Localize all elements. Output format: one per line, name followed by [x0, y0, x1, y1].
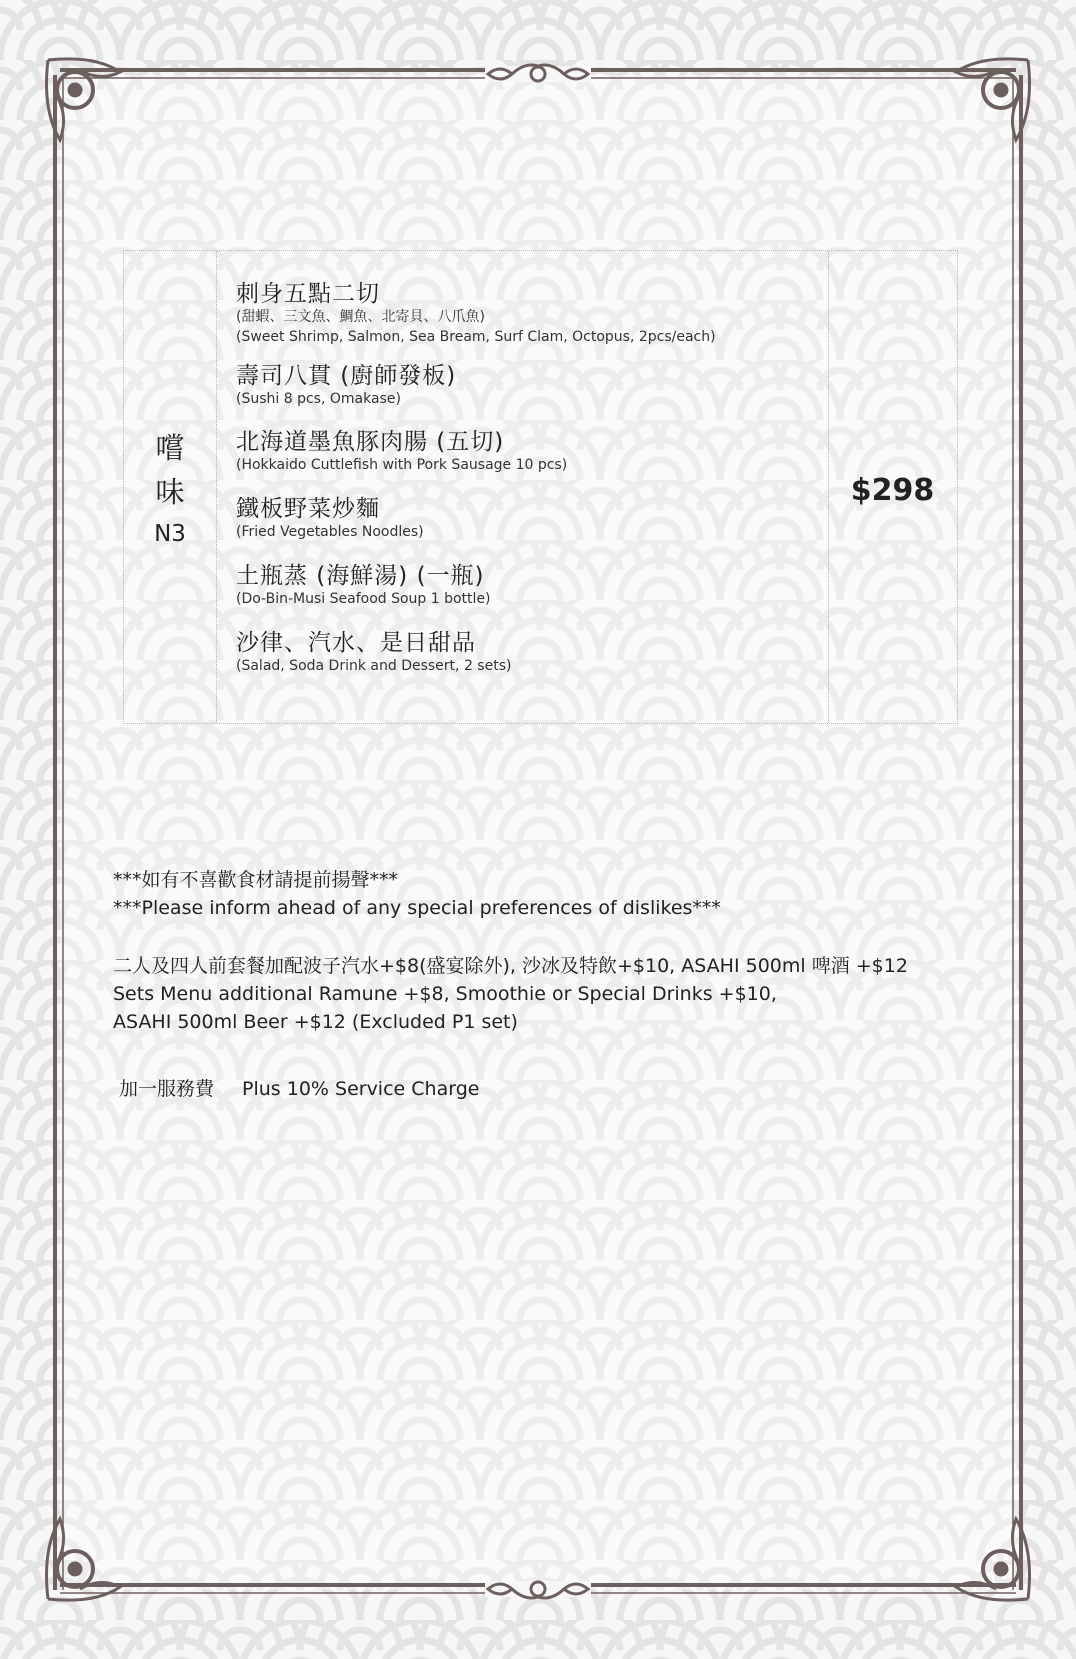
dislike-note-en: ***Please inform ahead of any special preferences of dislikes***	[113, 897, 721, 919]
set-name-char: 味	[155, 475, 185, 509]
set-name	[124, 426, 216, 552]
item-desc: (Sushi 8 pcs, Omakase)	[236, 391, 401, 407]
addon-note-en: Sets Menu additional Ramune +$8, Smoothie or Special Drinks +$10,	[113, 983, 777, 1005]
set-code: N3	[154, 521, 186, 547]
set-menu-table	[123, 250, 958, 724]
item-desc: (Hokkaido Cuttlefish with Pork Sausage 10 pcs)	[236, 457, 568, 473]
list-item	[236, 429, 826, 475]
menu-notes	[113, 866, 993, 1036]
item-name-cn: 鐵板野菜炒麵	[236, 496, 380, 522]
item-desc: (甜蝦、三文魚、鯛魚、北寄貝、八爪魚)	[236, 309, 485, 325]
item-name-cn: 刺身五點二切	[236, 281, 380, 307]
service-charge-cn: 加一服務費	[119, 1078, 215, 1100]
item-name-cn: 沙律、汽水、是日甜品	[236, 630, 476, 656]
service-charge-en: Plus 10% Service Charge	[242, 1078, 480, 1100]
list-item	[236, 563, 826, 609]
set-name-char: 嚐	[155, 431, 185, 465]
item-name-cn: 北海道墨魚豚肉腸 (五切)	[236, 429, 505, 455]
item-desc: (Do-Bin-Musi Seafood Soup 1 bottle)	[236, 591, 491, 607]
list-item	[236, 630, 826, 676]
item-name-cn: 土瓶蒸 (海鮮湯) (一瓶)	[236, 563, 485, 589]
list-item	[236, 281, 826, 347]
list-item	[236, 496, 826, 542]
addon-note-cn: 二人及四人前套餐加配波子汽水+$8(盛宴除外), 沙冰及特飲+$10, ASAHI 500ml 啤酒 +$12	[113, 955, 908, 977]
service-charge-note	[119, 1074, 507, 1101]
item-desc: (Sweet Shrimp, Salmon, Sea Bream, Surf Clam, Octopus, 2pcs/each)	[236, 329, 716, 345]
dislike-note-cn: ***如有不喜歡食材請提前揚聲***	[113, 869, 399, 891]
item-name-cn: 壽司八貫 (廚師發板)	[236, 363, 457, 389]
item-desc: (Fried Vegetables Noodles)	[236, 524, 424, 540]
list-item	[236, 363, 826, 409]
table-divider	[216, 251, 217, 723]
addon-note-en: ASAHI 500ml Beer +$12 (Excluded P1 set)	[113, 1011, 518, 1033]
set-price: $298	[850, 473, 935, 508]
set-items-list	[236, 281, 826, 676]
item-desc: (Salad, Soda Drink and Dessert, 2 sets)	[236, 658, 512, 674]
